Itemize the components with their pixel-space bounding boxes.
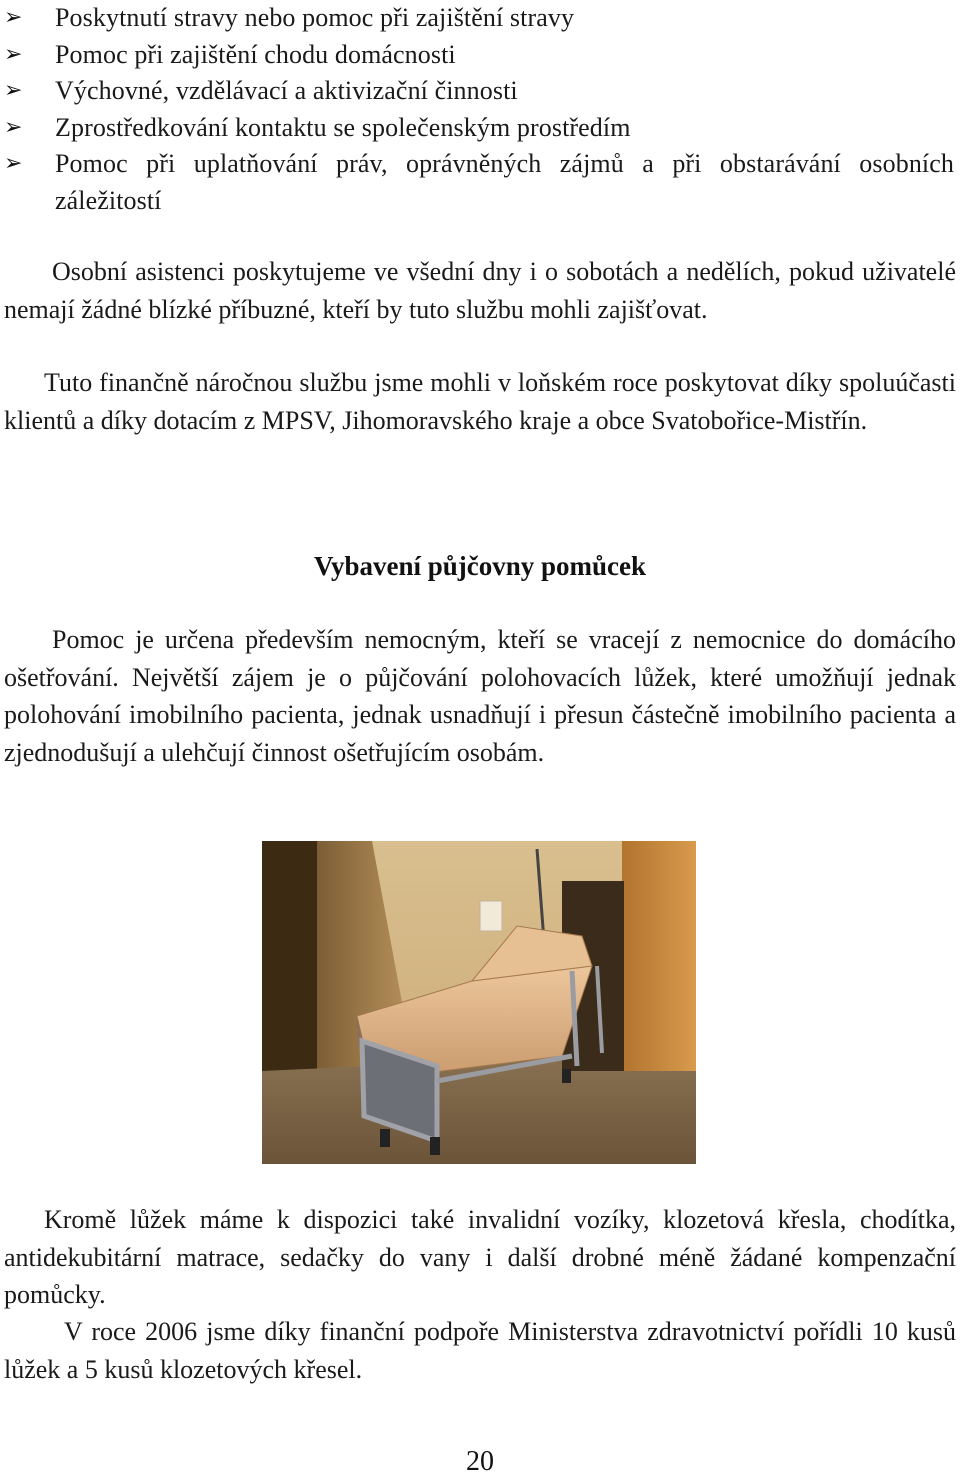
list-item: ➢ Poskytnutí stravy nebo pomoc při zajištění stravy	[0, 0, 960, 37]
list-item: ➢ Pomoc při uplatňování práv, oprávněných zájmů a při obstarávání osobních záležitostí	[4, 149, 954, 215]
rental-paragraph: Pomoc je určena především nemocným, kteří se vracejí z nemocnice do domácího ošetřování. Největší zájem je o půjčování polohovacích lůžek, které umožňují jednak polohování imobilního pacienta, jednak usnadňují i přesun částečně imobilního pacienta a zjednodušují a ulehčují činnost ošetřujícím osobám.	[4, 625, 956, 767]
list-item: ➢ Pomoc při zajištění chodu domácnosti	[0, 37, 960, 74]
other-aids-paragraph: Kromě lůžek máme k dispozici také invalidní vozíky, klozetová křesla, chodítka, antidekubitární matrace, sedačky do vany i další drobné méně žádané kompenzační pomůcky.	[4, 1205, 956, 1309]
hospital-bed-photo	[262, 841, 696, 1164]
list-item: ➢ Výchovné, vzdělávací a aktivizační činnosti	[0, 73, 960, 110]
arrow-bullet-icon: ➢	[4, 5, 23, 30]
arrow-bullet-icon: ➢	[4, 41, 23, 67]
assistance-paragraph: Osobní asistenci poskytujeme ve všední dny i o sobotách a nedělích, pokud uživatelé nemají žádné blízké příbuzné, kteří by tuto službu mohli zajišťovat.	[4, 257, 956, 324]
arrow-bullet-icon: ➢	[4, 114, 23, 140]
page-number: 20	[466, 1446, 494, 1477]
funding-paragraph: Tuto finančně náročnou službu jsme mohli v loňském roce poskytovat díky spoluúčasti klientů a díky dotacím z MPSV, Jihomoravského kraje a obce Svatobořice-Mistřín.	[4, 368, 956, 435]
purchase-paragraph: V roce 2006 jsme díky finanční podpoře Ministerstva zdravotnictví pořídli 10 kusů lůžek a 5 kusů klozetových křesel.	[4, 1317, 956, 1384]
service-list	[0, 0, 960, 219]
list-item: ➢ Zprostředkování kontaktu se společenským prostředím	[0, 110, 960, 147]
arrow-bullet-icon: ➢	[4, 151, 23, 176]
section-heading: Vybavení půjčovny pomůcek	[313, 551, 647, 581]
arrow-bullet-icon: ➢	[4, 78, 23, 103]
